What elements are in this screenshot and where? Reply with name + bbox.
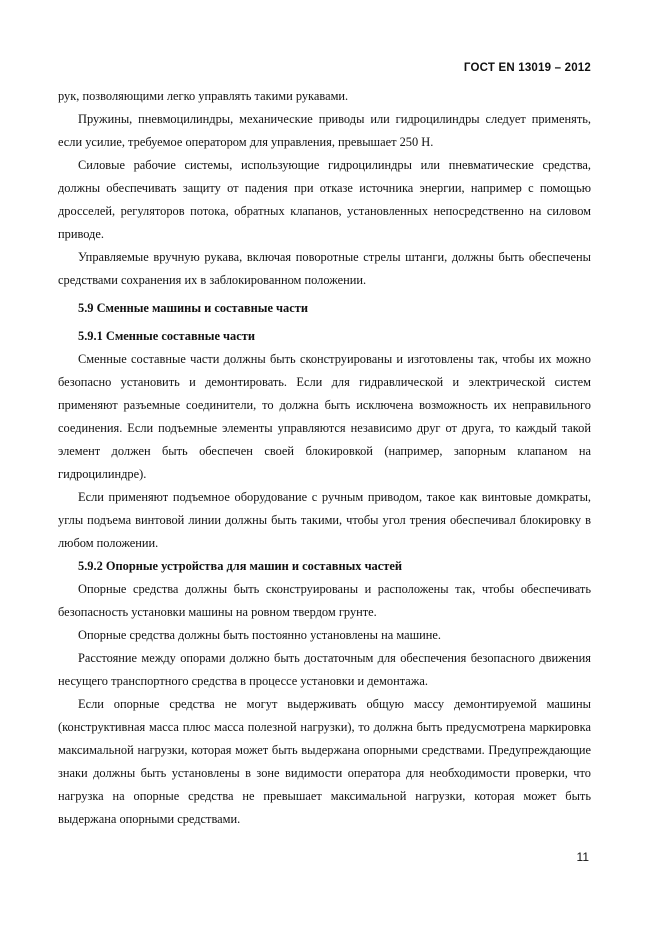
paragraph-power-systems: Силовые рабочие системы, использующие гидроцилиндры или пневматические средства, должны обеспечивать защиту от падения при отказе источника энергии, например с помощью дросселей, регуляторов потока, обратных клапанов, установленных непосредственно на силовом приводе. <box>58 158 591 241</box>
paragraph-supports-fixed: Опорные средства должны быть постоянно установлены на машине. <box>78 628 441 642</box>
section-heading-5-9-1: 5.9.1 Сменные составные части <box>78 329 255 343</box>
standard-header: ГОСТ EN 13019 – 2012 <box>463 62 591 74</box>
section-heading-5-9: 5.9 Сменные машины и составные части <box>78 301 308 315</box>
paragraph-interchangeable-parts: Сменные составные части должны быть сконструированы и изготовлены так, чтобы их можно безопасно установить и демонтировать. Если для гидравлической и электрической систем применяют разъемные соединители, то должна быть исключена возможность их неправильного соединения. Если подъемные элементы управляются независимо друг от друга, то каждый такой элемент должен быть обеспечен своей блокировкой (например, запорным клапаном на гидроцилиндре). <box>58 352 591 481</box>
paragraph-springs: Пружины, пневмоцилиндры, механические приводы или гидроцилиндры следует применять, если усилие, требуемое оператором для управления, превышает 250 Н. <box>58 112 591 149</box>
paragraph-support-distance: Расстояние между опорами должно быть достаточным для обеспечения безопасного движения несущего транспортного средства в процессе установки и демонтажа. <box>58 651 591 688</box>
paragraph-max-load-marking: Если опорные средства не могут выдерживать общую массу демонтируемой машины (конструктивная масса плюс масса полезной нагрузки), то должна быть предусмотрена маркировка максимальной нагрузки, которая может быть выдержана опорными средствами. Предупреждающие знаки должны быть установлены в зоне видимости оператора для необходимости проверки, что нагрузка на опорные средства не превышает максимальной нагрузки, которая может быть выдержана опорными средствами. <box>58 697 591 826</box>
document-body <box>58 85 591 831</box>
paragraph-lifting-equipment: Если применяют подъемное оборудование с ручным приводом, такое как винтовые домкраты, углы подъема винтовой линии должны быть такими, чтобы угол трения обеспечивал блокировку в любом положении. <box>58 490 591 550</box>
paragraph-continuation: рук, позволяющими легко управлять такими рукавами. <box>58 89 349 103</box>
section-heading-5-9-2: 5.9.2 Опорные устройства для машин и составных частей <box>78 559 402 573</box>
paragraph-supports-design: Опорные средства должны быть сконструированы и расположены так, чтобы обеспечивать безопасность установки машины на ровном твердом грунте. <box>58 582 591 619</box>
page-number: 11 <box>576 850 589 864</box>
paragraph-manual-arms: Управляемые вручную рукава, включая поворотные стрелы штанги, должны быть обеспечены средствами сохранения их в заблокированном положении. <box>58 250 591 287</box>
